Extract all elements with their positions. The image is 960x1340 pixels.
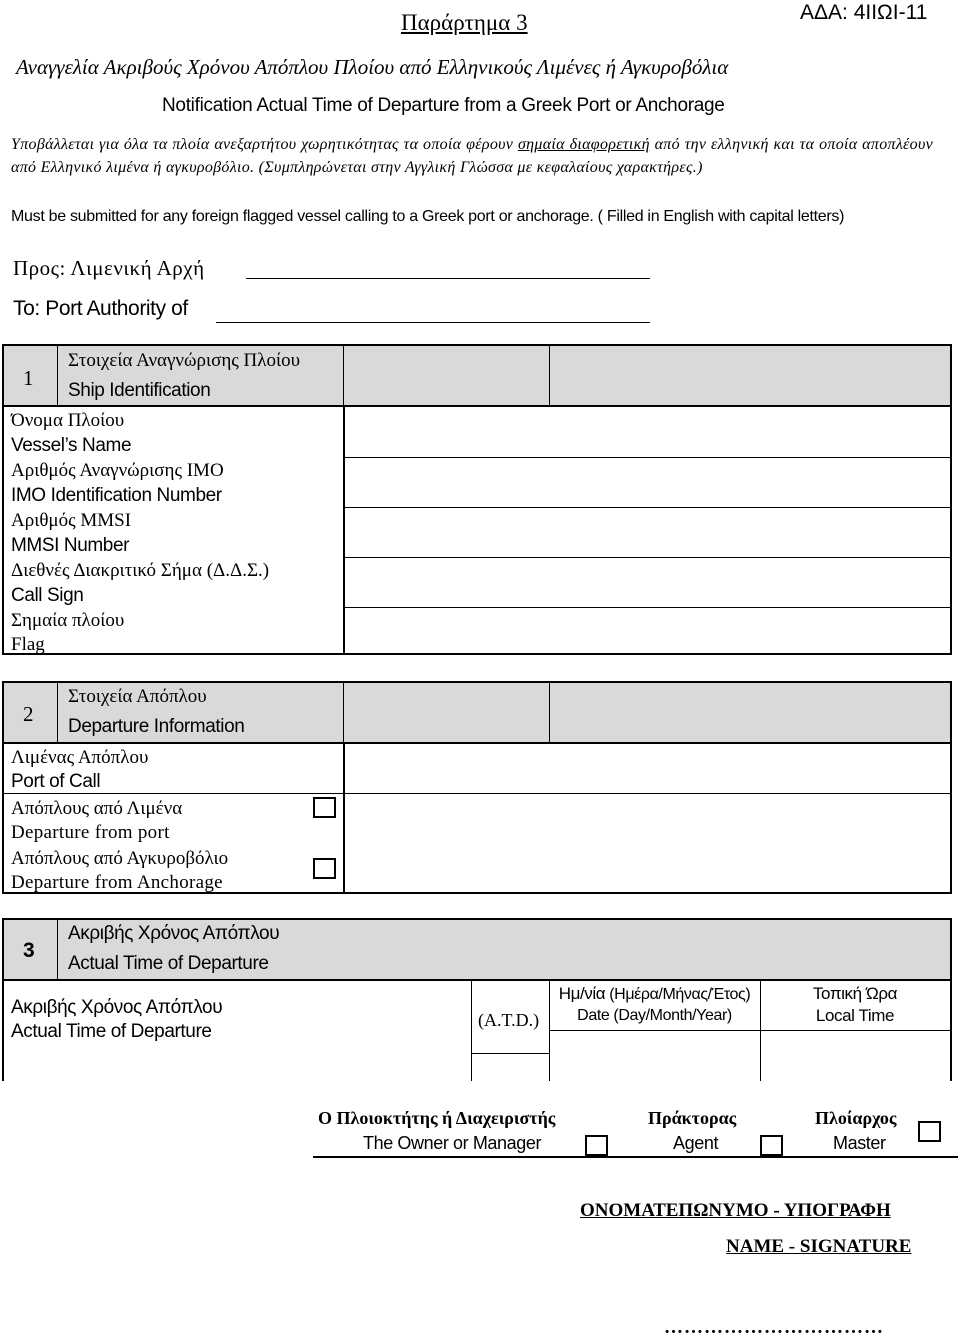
departure-anchorage-label-en: Departure from Anchorage [11, 872, 223, 893]
vessel-name-label-gr: Όνομα Πλοίου [11, 410, 125, 431]
title-english: Notification Actual Time of Departure from a Greek Port or Anchorage [162, 95, 725, 116]
section2-number: 2 [23, 702, 34, 726]
section1-title-greek: Στοιχεία Αναγνώρισης Πλοίου [68, 350, 300, 371]
signatory-line [313, 1156, 958, 1158]
departure-port-checkbox[interactable] [313, 797, 336, 818]
vessel-name-label-en: Vessel’s Name [11, 435, 132, 456]
departure-date-field[interactable] [551, 1032, 759, 1080]
call-sign-label-en: Call Sign [11, 585, 84, 606]
departure-anchorage-checkbox[interactable] [313, 858, 336, 879]
section1-title-english: Ship Identification [68, 380, 211, 401]
master-label-gr: Πλοίαρχος [815, 1108, 897, 1128]
port-of-call-label-en: Port of Call [11, 771, 101, 792]
departure-port-label-en: Departure from port [11, 822, 170, 843]
name-signature-en: NAME - SIGNATURE [726, 1236, 912, 1257]
signature-dots[interactable]: …………………………… [664, 1317, 884, 1338]
departure-anchorage-label-gr: Απόπλους από Αγκυροβόλιο [11, 848, 229, 869]
owner-label-en: The Owner or Manager [363, 1133, 542, 1153]
master-checkbox[interactable] [918, 1121, 941, 1142]
mmsi-label-en: MMSI Number [11, 535, 130, 556]
port-of-call-field[interactable] [346, 745, 948, 792]
flag-label-gr: Σημαία πλοίου [11, 610, 125, 631]
section3-number: 3 [23, 939, 35, 962]
section3-title-greek: Ακριβής Χρόνος Απόπλου [68, 923, 280, 944]
atd-row-label-gr: Ακριβής Χρόνος Απόπλου [11, 997, 223, 1018]
time-header-gr: Τοπική Ώρα [812, 984, 898, 1003]
master-label-en: Master [833, 1133, 886, 1153]
mmsi-number-field[interactable] [346, 508, 948, 556]
intro-english: Must be submitted for any foreign flagged vessel calling to a Greek port or anchorage. ( Filled in English with capital letters) [11, 208, 845, 225]
name-signature-gr: ΟΝΟΜΑΤΕΠΩΝΥΜΟ - ΥΠΟΓΡΑΦΗ [580, 1200, 891, 1221]
port-of-call-label-gr: Λιμένας Απόπλου [11, 747, 149, 768]
date-header-en: Date (Day/Month/Year) [577, 1007, 732, 1024]
departure-port-label-gr: Απόπλους από Λιμένα [11, 798, 183, 819]
atd-row-label-en: Actual Time of Departure [11, 1021, 212, 1042]
owner-label-gr: Ο Πλοιοκτήτης ή Διαχειριστής [318, 1108, 556, 1128]
flag-field[interactable] [346, 608, 948, 653]
agent-label-en: Agent [673, 1133, 719, 1153]
flag-label-en: Flag [11, 634, 45, 655]
section2-title-english: Departure Information [68, 716, 245, 737]
ada-code: ΑΔΑ: 4ΙΙΩΙ-11 [800, 1, 928, 24]
vessel-name-field[interactable] [346, 408, 948, 456]
to-greek-line [246, 278, 650, 279]
date-header-gr: Ημ/νία (Ημέρα/Μήνας/Έτος) [558, 984, 751, 1003]
agent-checkbox[interactable] [760, 1135, 783, 1156]
time-header-en: Local Time [815, 1006, 895, 1025]
imo-label-gr: Αριθμός Αναγνώρισης ΙΜΟ [11, 460, 224, 481]
to-authority-english: To: Port Authority of [13, 297, 188, 320]
to-authority-greek: Προς: Λιμενική Αρχή [13, 256, 205, 280]
section1-number: 1 [23, 366, 34, 390]
agent-label-gr: Πράκτορας [648, 1108, 737, 1128]
title-greek: Αναγγελία Ακριβούς Χρόνου Απόπλου Πλοίου από Ελληνικούς Λιμένες ή Αγκυροβόλια [16, 55, 729, 79]
call-sign-label-gr: Διεθνές Διακριτικό Σήμα (Δ.Δ.Σ.) [11, 560, 270, 581]
annex-title: Παράρτημα 3 [401, 10, 528, 35]
atd-abbreviation: (A.T.D.) [478, 1010, 540, 1030]
imo-number-field[interactable] [346, 458, 948, 506]
mmsi-label-gr: Αριθμός MMSI [11, 510, 132, 531]
imo-label-en: IMO Identification Number [11, 485, 222, 506]
to-english-line[interactable] [216, 322, 650, 323]
section2-title-greek: Στοιχεία Απόπλου [68, 686, 207, 707]
section3-title-english: Actual Time of Departure [68, 953, 269, 974]
call-sign-field[interactable] [346, 558, 948, 606]
owner-checkbox[interactable] [585, 1135, 608, 1156]
intro-greek: Υποβάλλεται για όλα τα πλοία ανεξαρτήτου χωρητικότητας τα οποία φέρουν σημαία διαφορετική από την ελληνική και τα οποία αποπλέουν από Ελληνικό λιμένα ή αγκυροβόλιο. (Συμπληρώνεται στην Αγγλική Γλώσσα με κεφαλαίους χαρακτήρες.) [11, 136, 933, 176]
departure-time-field[interactable] [762, 1032, 950, 1080]
